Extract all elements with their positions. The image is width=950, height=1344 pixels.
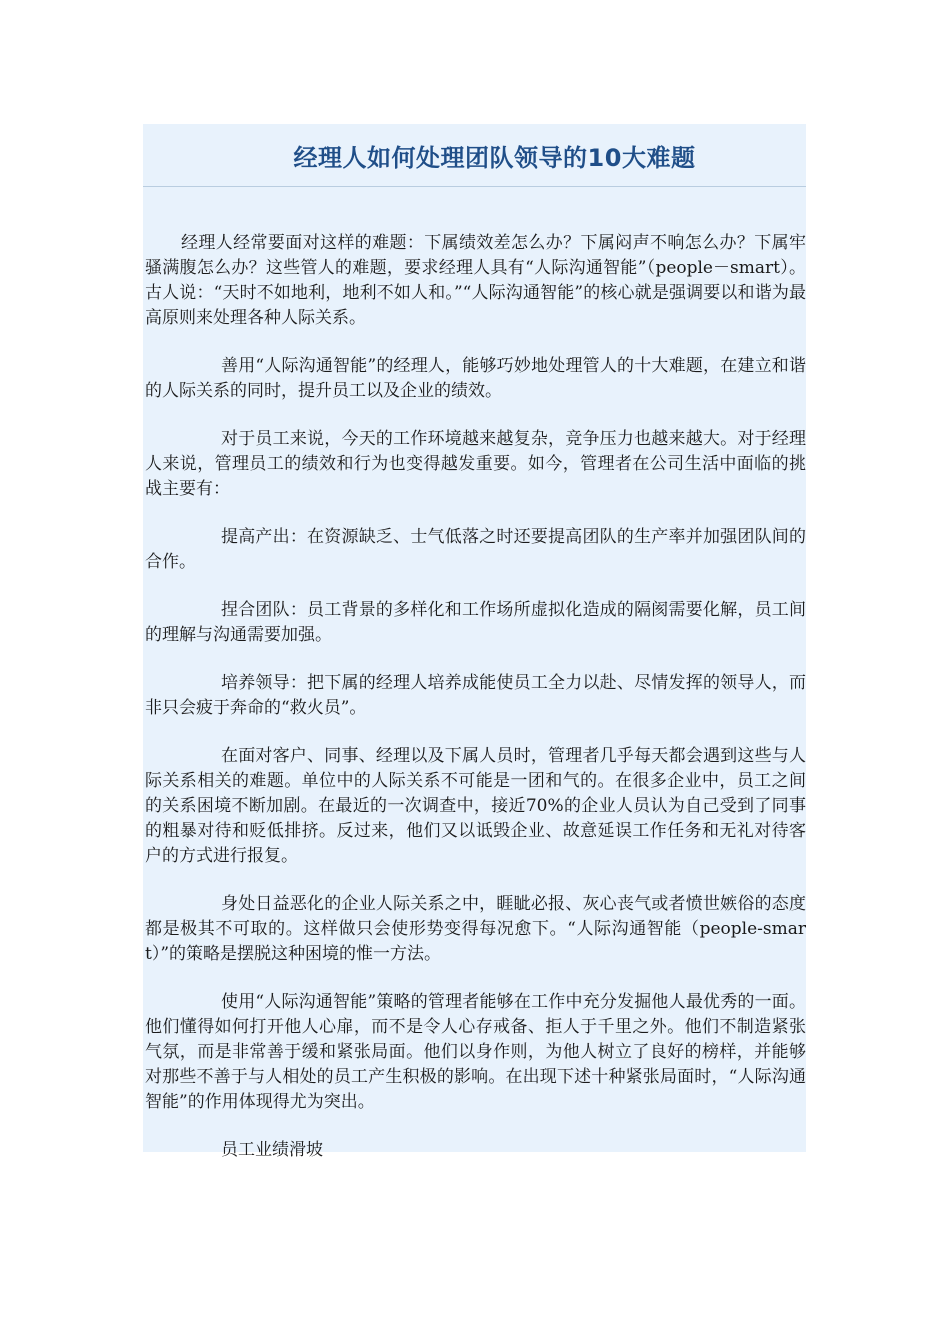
paragraph: 使用“人际沟通智能”策略的管理者能够在工作中充分发掘他人最优秀的一面。他们懂得如何打开他人心扉，而不是令人心存戒备、拒人于千里之外。他们不制造紧张气氛，而是非常善于缓和紧张局面。他们以身作则，为他人树立了良好的榜样，并能够对那些不善于与人相处的员工产生积极的影响。在出现下述十种紧张局面时，“人际沟通智能”的作用体现得尤为突出。 — [145, 992, 806, 1112]
paragraph: 对于员工来说，今天的工作环境越来越复杂，竞争压力也越来越大。对于经理人来说，管理员工的绩效和行为也变得越发重要。如今，管理者在公司生活中面临的挑战主要有： — [145, 429, 806, 499]
paragraph: 培养领导：把下属的经理人培养成能使员工全力以赴、尽情发挥的领导人，而非只会疲于奔命的“救火员”。 — [145, 673, 806, 718]
paragraph: 捏合团队：员工背景的多样化和工作场所虚拟化造成的隔阂需要化解，员工间的理解与沟通需要加强。 — [145, 600, 806, 645]
paragraph: 提高产出：在资源缺乏、士气低落之时还要提高团队的生产率并加强团队间的合作。 — [145, 527, 806, 572]
title-bar — [143, 124, 806, 187]
paragraph: 经理人经常要面对这样的难题：下属绩效差怎么办？下属闷声不响怎么办？下属牢骚满腹怎么办？这些管人的难题，要求经理人具有“人际沟通智能”（people－smart）。古人说：“天时不如地利，地利不如人和。”“人际沟通智能”的核心就是强调要以和谐为最高原则来处理各种人际关系。 — [145, 233, 806, 328]
page-title: 经理人如何处理团队领导的10大难题 — [293, 143, 696, 172]
article-body — [143, 187, 806, 1163]
article-panel — [143, 124, 806, 1160]
paragraph: 善用“人际沟通智能”的经理人，能够巧妙地处理管人的十大难题，在建立和谐的人际关系的同时，提升员工以及企业的绩效。 — [145, 356, 806, 401]
paragraph: 身处日益恶化的企业人际关系之中，睚眦必报、灰心丧气或者愤世嫉俗的态度都是极其不可取的。这样做只会使形势变得每况愈下。“人际沟通智能（people-smart）”的策略是摆脱这种困境的惟一方法。 — [145, 894, 806, 964]
paragraph: 在面对客户、同事、经理以及下属人员时，管理者几乎每天都会遇到这些与人际关系相关的难题。单位中的人际关系不可能是一团和气的。在很多企业中，员工之间的关系困境不断加剧。在最近的一次调查中，接近70%的企业人员认为自己受到了同事的粗暴对待和贬低排挤。反过来，他们又以诋毁企业、故意延误工作任务和无礼对待客户的方式进行报复。 — [145, 746, 806, 866]
paragraph: 员工业绩滑坡 — [221, 1140, 323, 1160]
